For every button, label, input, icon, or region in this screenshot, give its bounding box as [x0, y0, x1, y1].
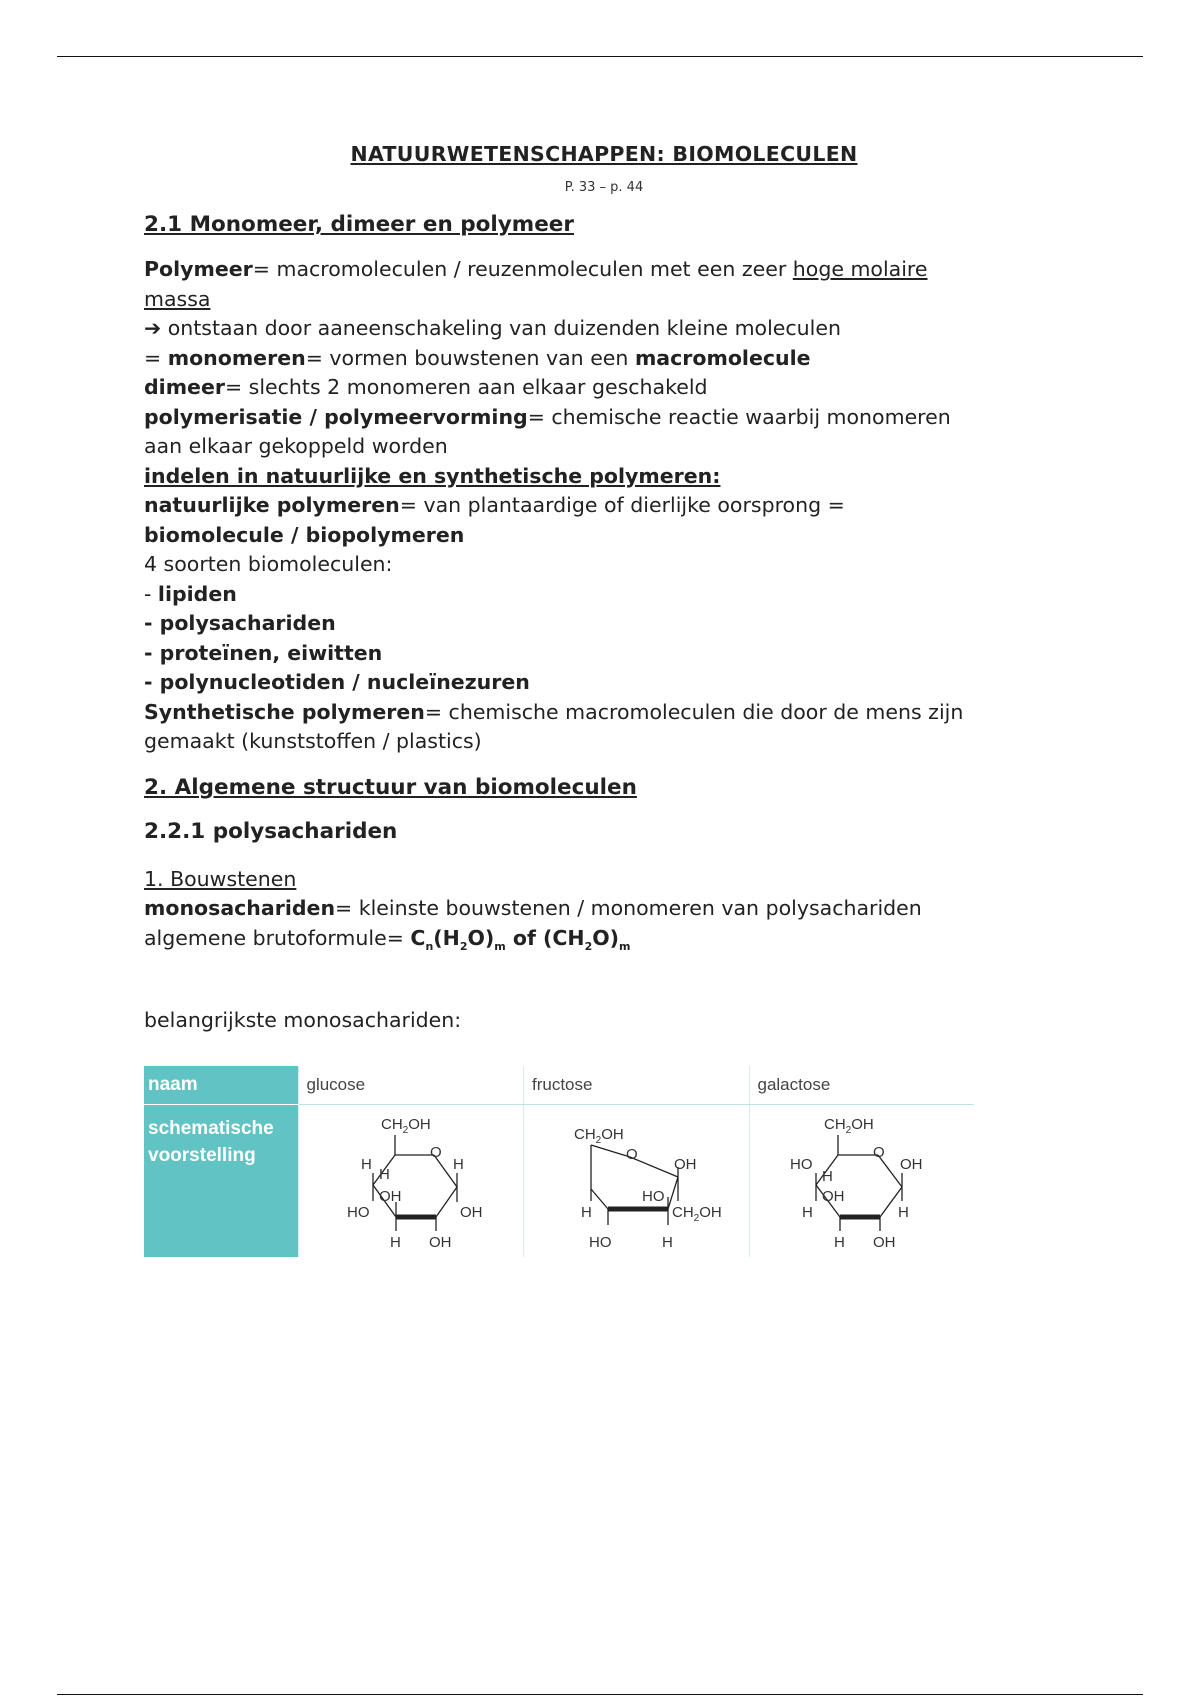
polymerisatie-definition: = chemische reactie waarbij monomeren [527, 404, 951, 429]
list-dash: - [144, 670, 160, 694]
polymeer-term: Polymeer [144, 257, 253, 281]
list-label: polynucleotiden / nucleïnezuren [159, 670, 530, 694]
label-h: H [452, 1155, 464, 1173]
arrow-text: ontstaan door aaneenschakeling van duizenden kleine moleculen [161, 316, 841, 340]
label-ho: HO [346, 1203, 370, 1221]
polymerisatie-line-2: aan elkaar gekoppeld worden [144, 434, 448, 458]
name-cell-galactose: galactose [749, 1066, 974, 1104]
label-h: H [833, 1233, 845, 1251]
table-row [144, 1066, 974, 1104]
bouwstenen-block [144, 865, 1064, 962]
label-oh: OH [899, 1155, 923, 1173]
label-oh: OH [872, 1233, 896, 1251]
label-ch2oh: $CH_2OH$ [672, 1203, 722, 1224]
document-title: NATUURWETENSCHAPPEN: BIOMOLECULEN [350, 142, 858, 166]
section-2-heading: 2. Algemene structuur van biomoleculen [144, 774, 637, 800]
list-label: lipiden [157, 581, 237, 606]
synthetische-term: Synthetische polymeren [144, 699, 425, 724]
synthetische-line-2: gemaakt (kunststoffen / plastics) [144, 729, 482, 753]
label-ho: HO [789, 1155, 813, 1173]
list-label: proteïnen, eiwitten [159, 640, 383, 665]
label-ho: HO [589, 1233, 612, 1251]
label-oh: OH [378, 1187, 402, 1205]
list-label: polysachariden [159, 611, 336, 635]
label-o: O [626, 1145, 638, 1163]
label-oh: OH [428, 1233, 452, 1251]
galactose-structure-cell [749, 1104, 974, 1257]
section-2-1-heading: 2.1 Monomeer, dimeer en polymeer [144, 212, 574, 237]
indelen-heading: indelen in natuurlijke en synthetische polymeren: [144, 463, 721, 488]
monomeren-line [144, 344, 1064, 374]
fructose-structure-cell [524, 1104, 750, 1257]
glucose-structure-cell [298, 1104, 524, 1257]
polymeer-line [144, 255, 1064, 285]
label-h: H [801, 1203, 813, 1221]
document-body [144, 140, 1064, 1036]
header-naam: naam [144, 1066, 298, 1104]
label-h: H [378, 1165, 390, 1183]
monosachariden-table [144, 1066, 974, 1257]
polymerisatie-line [144, 403, 1064, 433]
galactose-structure [752, 1105, 972, 1255]
page-range: P. 33 – p. 44 [564, 180, 644, 195]
synthetische-definition: = chemische macromoleculen die door de mens zijn [424, 699, 964, 724]
list-dash: - [144, 640, 160, 665]
list-item [144, 580, 1064, 610]
monosachariden-definition: = kleinste bouwstenen / monomeren van polysachariden [335, 896, 922, 920]
list-item [144, 668, 1064, 698]
natuurlijke-definition: = van plantaardige of dierlijke oorsprong = [399, 493, 845, 517]
header-schematisch-line-1: schematische [148, 1117, 274, 1139]
monosachariden-term: monosachariden [144, 896, 336, 920]
label-oh: OH [674, 1155, 697, 1173]
label-h: H [581, 1203, 593, 1221]
fructose-structure [526, 1105, 746, 1255]
label-ch2oh: $CH_2OH$ [380, 1115, 431, 1136]
label-o: O [872, 1143, 885, 1161]
eq-prefix: = [144, 345, 168, 370]
arrow-icon: ➔ [144, 316, 162, 340]
monosachariden-line [144, 894, 1064, 924]
dimeer-definition: = slechts 2 monomeren aan elkaar geschakeld [224, 375, 708, 399]
label-o: O [429, 1143, 442, 1161]
list-item [144, 609, 1064, 639]
label-h: H [821, 1167, 833, 1185]
monomeren-definition: = vormen bouwstenen van een [305, 345, 635, 370]
label-ch2oh: $CH_2OH$ [574, 1125, 624, 1146]
label-ho: HO [642, 1187, 665, 1205]
macromolecule-term: macromolecule [634, 345, 811, 370]
polymeer-paragraph [144, 255, 1064, 757]
formule-label: algemene brutoformule= [144, 925, 411, 950]
formule-line [144, 924, 1064, 962]
glucose-structure [301, 1105, 521, 1255]
name-cell-glucose: glucose [298, 1066, 524, 1104]
bouwstenen-subheading: 1. Bouwstenen [144, 866, 297, 891]
section-2-2-1-heading: 2.2.1 polysachariden [144, 818, 398, 844]
natuurlijke-term: natuurlijke polymeren [144, 493, 400, 517]
label-h: H [389, 1233, 401, 1251]
table-row [144, 1104, 974, 1257]
monomeren-term: monomeren [167, 345, 306, 370]
massa-underlined: massa [144, 286, 211, 311]
header-schematisch [144, 1104, 298, 1257]
label-ch2oh: $CH_2OH$ [823, 1115, 874, 1136]
polymeer-definition: = macromoleculen / reuzenmoleculen met een zeer [252, 257, 793, 281]
dimeer-term: dimeer [144, 375, 225, 399]
formule: $C_n(H_2O)_m$ of $(CH_2O)_m$ [410, 925, 631, 953]
label-h: H [897, 1203, 909, 1221]
top-rule [57, 56, 1143, 57]
massa-line [144, 285, 1064, 315]
soorten-intro: 4 soorten biomoleculen: [144, 552, 393, 576]
bottom-rule [57, 1694, 1143, 1695]
natuurlijke-line [144, 491, 1064, 521]
label-oh: OH [459, 1203, 483, 1221]
polymeer-underlined: hoge molaire [792, 257, 928, 281]
name-cell-fructose: fructose [524, 1066, 750, 1104]
polymerisatie-term: polymerisatie / polymeervorming [144, 404, 528, 429]
dimeer-line [144, 373, 1064, 403]
header-schematisch-line-2: voorstelling [148, 1144, 256, 1166]
synthetische-line [144, 698, 1064, 728]
list-item [144, 639, 1064, 669]
arrow-line [144, 314, 1064, 344]
label-oh: OH [821, 1187, 845, 1205]
list-dash: - [144, 611, 160, 635]
label-h: H [662, 1233, 674, 1251]
biomolecule-term: biomolecule / biopolymeren [144, 522, 465, 547]
list-dash: - [144, 581, 158, 606]
label-h: H [360, 1155, 372, 1173]
belangrijkste-label: belangrijkste monosachariden: [144, 1008, 462, 1033]
